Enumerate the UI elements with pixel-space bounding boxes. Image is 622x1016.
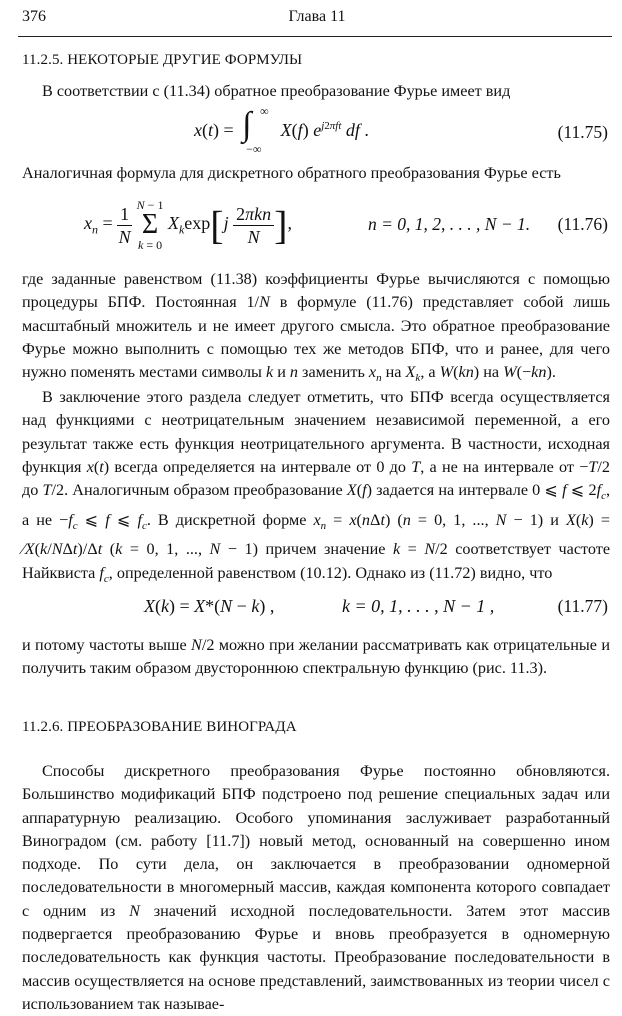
equation-11-76 <box>22 198 612 260</box>
paragraph-intro: В соответствии с (11.34) обратное преобразование Фурье имеет вид <box>42 82 511 100</box>
equation-number: (11.76) <box>557 214 608 234</box>
page-header <box>22 8 612 34</box>
section-heading-11-2-5: 11.2.5. НЕКОТОРЫЕ ДРУГИЕ ФОРМУЛЫ <box>22 52 303 68</box>
paragraph-conclusion: В заключение этого раздела следует отметить, что БПФ всегда осуществляется над функциями с неотрицательным значением независимой переменной, а его результат также есть функция неотрицательного аргумента. В частности, исходная функция x(t) всегда определяется на интервале от 0 до T, а не на интервале от −T/2 до T/2. Аналогичным образом преобразование X(f) задается на интервале 0 ⩽ f ⩽ $2f_c$, а не $-f_c$ ⩽ f ⩽ $f_c$. В дискретной форме $x_n = x(n\Delta t) (n = 0$, 1, ..., N − 1) и X(k) = ⁄X(k/NΔt)/Δt (k = 0, 1, ..., N − 1) причем значение k = N/2 соответствует частоте Найквиста $f_c$, определенной равенством (10.12). Однако из (11.72) видно, что <box>22 388 611 585</box>
equation-11-75 <box>22 104 612 158</box>
paragraph-negative-frequencies: и потому частоты выше N/2 можно при желании рассматривать как отрицательные и получить таким образом двустороннюю спектральную функцию (рис. 11.3). <box>22 636 610 678</box>
equation-number: (11.75) <box>557 122 608 142</box>
section-heading-11-2-6: 11.2.6. ПРЕОБРАЗОВАНИЕ ВИНОГРАДА <box>22 719 297 735</box>
equation-number: (11.77) <box>557 596 608 616</box>
header-rule <box>18 36 612 37</box>
paragraph-fft-coefficients: где заданные равенством (11.38) коэффициенты Фурье вычисляются с помощью процедуры БПФ. Постоянная 1/N в формуле (11.76) представляет собой лишь масштабный множитель и не имеет другого смысла. Это обратное преобразование Фурье можно выполнить с помощью тех же методов БПФ, что и ранее, для чего нужно поменять местами символы k и n заменить $x_n$ на $X_k$, а W(kn) на W(−kn). <box>22 270 610 385</box>
equation-body: $x_n$ = $\frac{1}{N}$ N − 1 Σ k = 0 $X_k\exp[j$ $\frac{\text{2πkn}}{N}$ ], <box>84 198 292 252</box>
chapter-title: Глава 11 <box>288 8 346 25</box>
equation-11-77 <box>22 596 612 628</box>
equation-range: n = 0, 1, 2, . . . , N − 1. <box>368 214 531 234</box>
equation-range: k = 0, 1, . . . , N − 1 , <box>342 596 495 616</box>
paragraph-winograd: Способы дискретного преобразования Фурье постоянно обновляются. Большинство модификаций БПФ подстроено под решение специальных задач или аппаратурную реализацию. Особого упоминания заслуживает разработанный Виноградом (см. работу [11.7]) новый метод, основанный на совершенно ином подходе. По сути дела, он заключается в преобразовании одномерной последовательности в многомерный массив, каждая компонента которого совпадает с одним из N значений исходной последовательности. Затем этот массив подвергается преобразованию Фурье и вновь преобразуется в одномерную последовательность как функция частоты. Преобразование последовательности в массив осуществляется на основе представлений, заимствованных из теории чисел с использованием так называе- <box>22 762 610 1013</box>
equation-body: x(t) = ∫ ∞ −∞ X(f) $e^{j2\pi ft}$ df . <box>194 104 369 156</box>
equation-body: X(k) = X*(N − k) , <box>144 596 275 616</box>
paragraph-discrete-formula: Аналогичная формула для дискретного обратного преобразования Фурье есть <box>22 164 561 182</box>
page-number: 376 <box>22 8 46 25</box>
